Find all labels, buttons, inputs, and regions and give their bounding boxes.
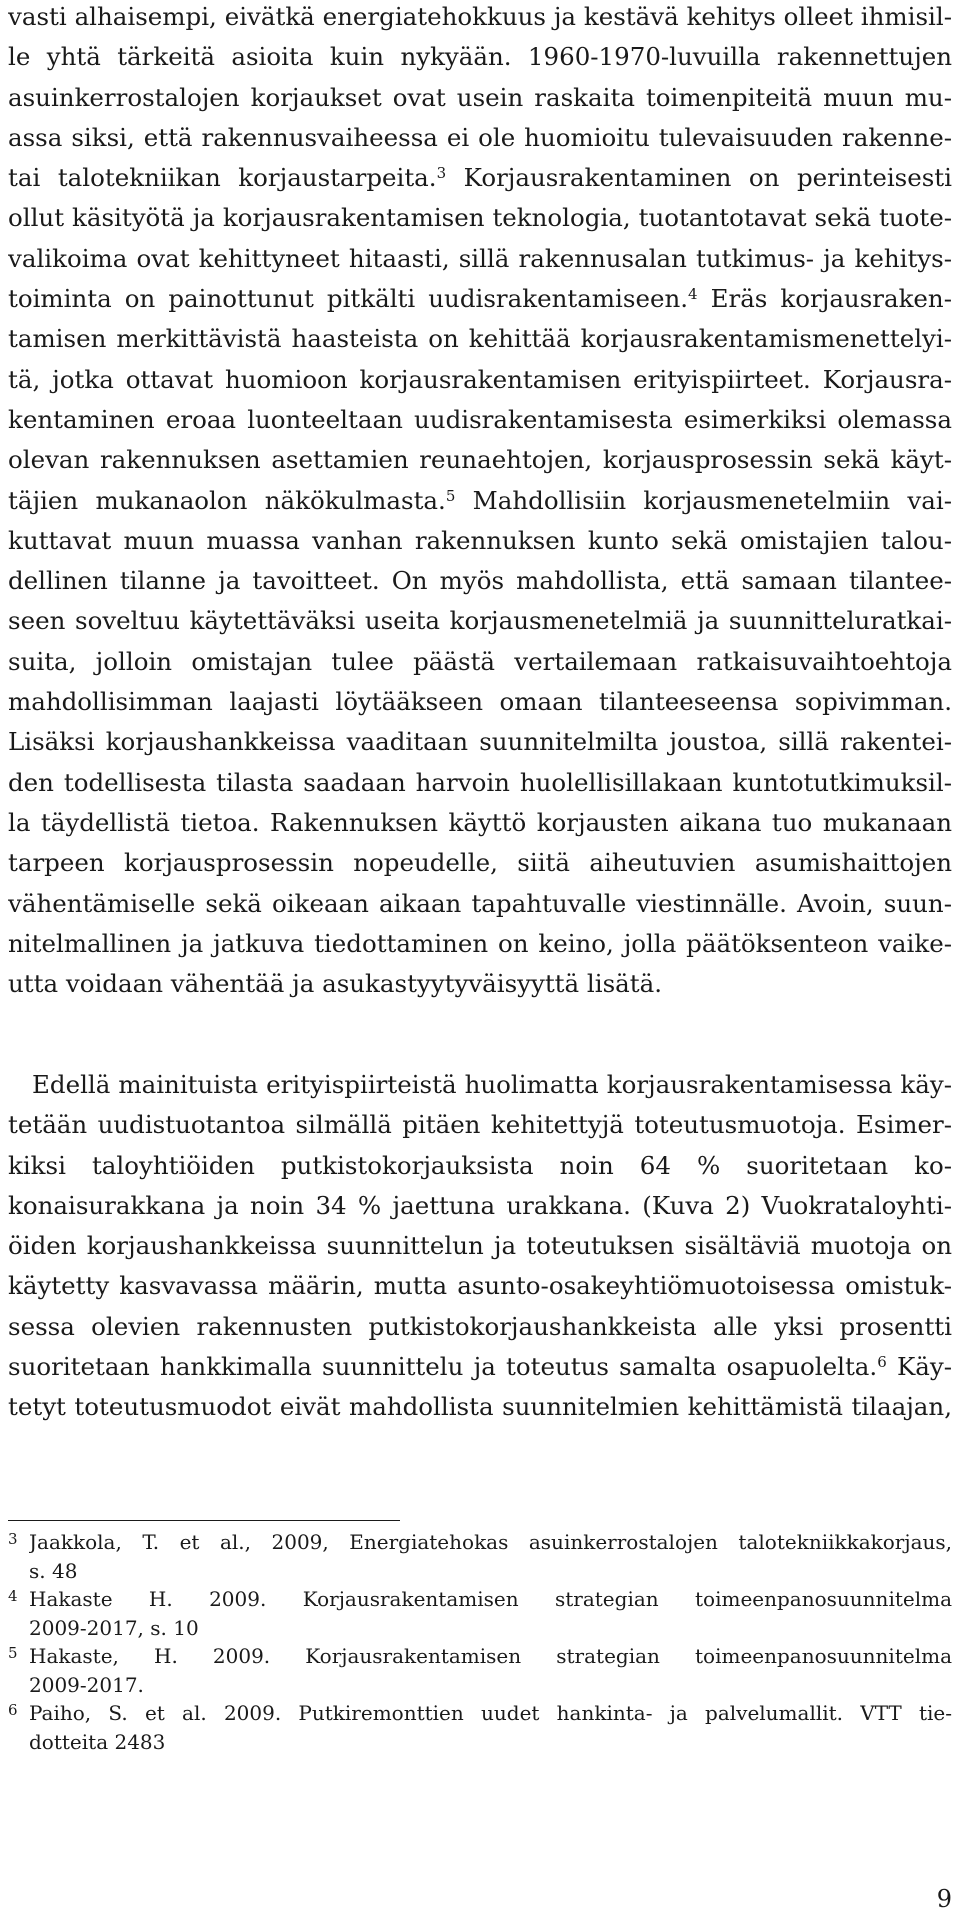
text-line: vähentämiselle sekä oikeaan aikaan tapahtuvalle viestinnälle. Avoin, suun- [8,888,952,918]
text-line: nitelmallinen ja jatkuva tiedottaminen on keino, jolla päätöksenteon vaike- [8,928,952,958]
body-paragraph-2 [8,1065,952,1428]
footnote-ref-4[interactable]: 4 [688,285,698,304]
text-segment: tai talotekniikan korjaustarpeita. [8,163,437,193]
text-segment: Käy- [886,1352,952,1382]
text-line: tetyt toteutusmuodot eivät mahdollista suunnitelmien kehittämistä tilaajan, [8,1392,952,1422]
footnote-ref-6[interactable]: 6 [877,1353,887,1372]
text-line: kiksi taloyhtiöiden putkistokorjauksista noin 64 % suoritetaan ko- [8,1150,952,1180]
footnote-text: 2009-2017. [29,1672,144,1697]
text-line: valikoima ovat kehittyneet hitaasti, sillä rakennusalan tutkimus- ja kehitys- [8,243,952,273]
text-line: käytetty kasvavassa määrin, mutta asunto-osakeyhtiömuotoisessa omistuk- [8,1271,952,1301]
footnote-text: 2009-2017, s. 10 [29,1615,199,1640]
footnote-text: s. 48 [29,1558,78,1583]
footnote-4 [8,1585,952,1642]
text-line: olevan rakennuksen asettamien reunaehtojen, korjausprosessin sekä käyt- [8,445,952,475]
text-line [8,1347,952,1387]
text-line: tä, jotka ottavat huomioon korjausrakentamisen erityispiirteet. Korjausra- [8,364,952,394]
footnote-text: Hakaste H. 2009. Korjausrakentamisen strategian toimeenpanosuunnitelma [29,1587,952,1611]
text-line: suita, jolloin omistajan tulee päästä vertailemaan ratkaisuvaihtoehtoja [8,646,952,676]
text-line [8,158,952,198]
text-line: sessa olevien rakennusten putkistokorjaushankkeista alle yksi prosentti [8,1311,952,1341]
text-line: seen soveltuu käytettäväksi useita korjausmenetelmiä ja suunnitteluratkai- [8,606,952,636]
footnote-number: 4 [8,1587,18,1605]
text-segment: Korjausrakentaminen on perinteisesti [446,163,952,193]
footnote-number: 3 [8,1530,18,1548]
text-line [8,279,952,319]
footnote-text: dotteita 2483 [29,1729,166,1754]
footnote-3 [8,1528,952,1585]
text-line: konaisurakkana ja noin 34 % jaettuna urakkana. (Kuva 2) Vuokrataloyhti- [8,1190,952,1220]
text-line: dellinen tilanne ja tavoitteet. On myös mahdollista, että samaan tilantee- [8,566,952,596]
text-line: öiden korjaushankkeissa suunnittelun ja toteutuksen sisältäviä muotoja on [8,1231,952,1261]
text-segment: Eräs korjausraken- [697,284,952,314]
body-paragraph-1 [8,0,952,1004]
text-line: assa siksi, että rakennusvaiheessa ei ole huomioitu tulevaisuuden rakenne- [8,122,952,152]
text-segment: toiminta on painottunut pitkälti uudisrakentamiseen. [8,284,689,314]
footnote-text: Hakaste, H. 2009. Korjausrakentamisen strategian toimeenpanosuunnitelma [29,1644,952,1668]
page-number: 9 [936,1885,952,1913]
text-line: tarpeen korjausprosessin nopeudelle, siitä aiheutuvien asumishaittojen [8,848,952,878]
footnote-separator [8,1520,400,1521]
text-line: Edellä mainituista erityispiirteistä huolimatta korjausrakentamisessa käy- [32,1070,952,1099]
text-line: Lisäksi korjaushankkeissa vaaditaan suunnitelmilta joustoa, sillä rakentei- [8,727,952,757]
footnote-6 [8,1699,952,1756]
footnote-5 [8,1642,952,1699]
text-line: tetään uudistuotantoa silmällä pitäen kehitettyjä toteutusmuotoja. Esimer- [8,1110,952,1140]
text-line: vasti alhaisempi, eivätkä energiatehokkuus ja kestävä kehitys olleet ihmisil- [8,2,952,31]
text-line: asuinkerrostalojen korjaukset ovat usein raskaita toimenpiteitä muun mu- [8,82,952,112]
footnote-number: 5 [8,1644,18,1662]
footnotes [8,1528,952,1756]
text-segment: suoritetaan hankkimalla suunnittelu ja toteutus samalta osapuolelta. [8,1352,878,1382]
text-segment: Mahdollisiin korjausmenetelmiin vai- [455,485,952,515]
text-line: kentaminen eroaa luonteeltaan uudisrakentamisesta esimerkiksi olemassa [8,404,952,434]
text-line [8,481,952,521]
text-line: le yhtä tärkeitä asioita kuin nykyään. 1960-1970-luvuilla rakennettujen [8,42,952,72]
text-line: kuttavat muun muassa vanhan rakennuksen kunto sekä omistajien talou- [8,525,952,555]
footnote-ref-3[interactable]: 3 [436,164,447,183]
footnote-ref-5[interactable]: 5 [445,486,456,505]
footnote-number: 6 [8,1701,18,1719]
footnote-text: Paiho, S. et al. 2009. Putkiremonttien uudet hankinta- ja palvelumallit. VTT tie- [29,1701,952,1725]
footnote-text: Jaakkola, T. et al., 2009, Energiatehokas asuinkerrostalojen talotekniikkakorjaus, [29,1530,952,1554]
text-line: utta voidaan vähentää ja asukastyytyväisyyttä lisätä. [8,969,663,999]
text-segment: täjien mukanaolon näkökulmasta. [8,485,446,515]
text-line: la täydellistä tietoa. Rakennuksen käyttö korjausten aikana tuo mukanaan [8,807,952,837]
text-line: ollut käsityötä ja korjausrakentamisen teknologia, tuotantotavat sekä tuote- [8,203,952,233]
document-page [8,0,952,1932]
text-line: mahdollisimman laajasti löytääkseen omaan tilanteeseensa sopivimman. [8,687,952,717]
text-line: tamisen merkittävistä haasteista on kehittää korjausrakentamismenettelyi- [8,324,952,354]
text-line: den todellisesta tilasta saadaan harvoin huolellisillakaan kuntotutkimuksil- [8,767,952,797]
